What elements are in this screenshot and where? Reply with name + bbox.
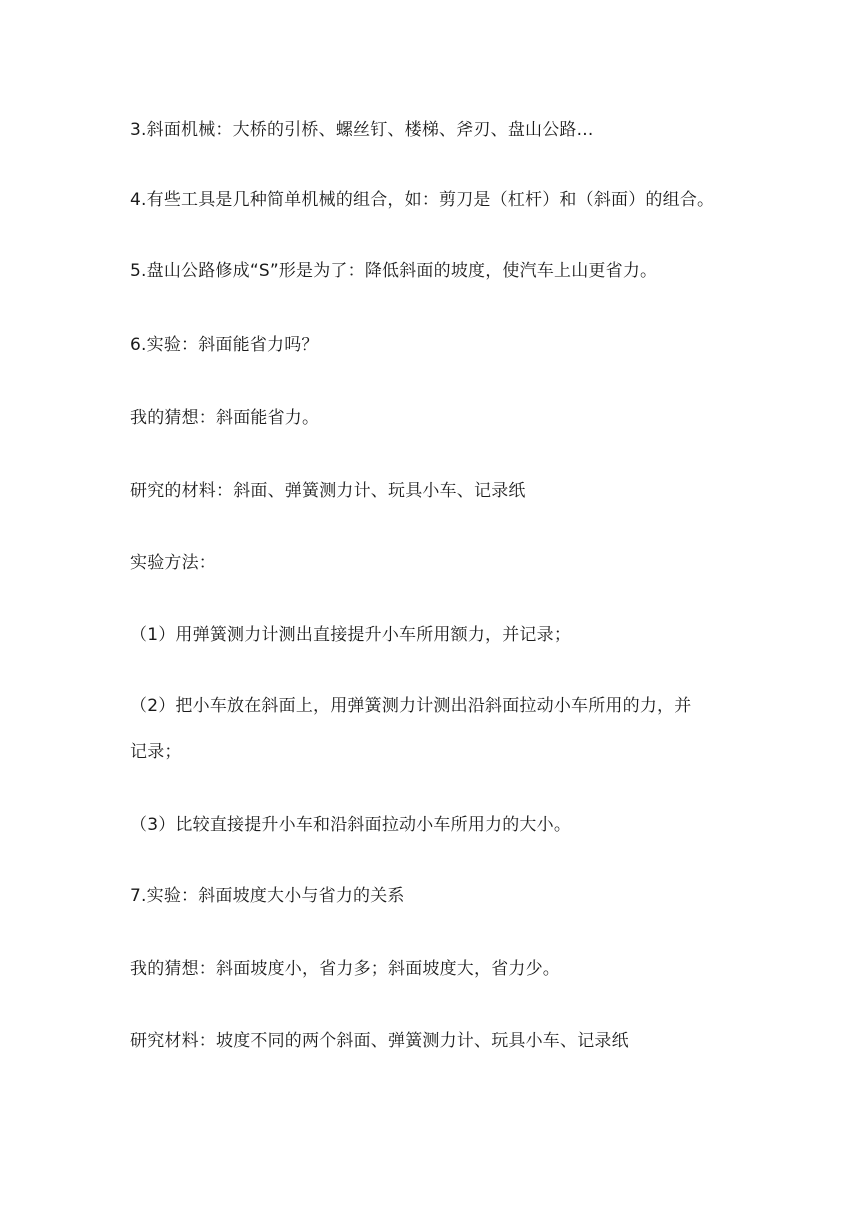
text-line-item-3: 3.斜面机械：大桥的引桥、螺丝钉、楼梯、斧刃、盘山公路... — [130, 120, 594, 140]
text-line-hypothesis-2: 我的猜想：斜面坡度小，省力多；斜面坡度大，省力少。 — [130, 959, 560, 979]
text-line-materials-1: 研究的材料：斜面、弹簧测力计、玩具小车、记录纸 — [130, 481, 526, 501]
text-line-step-1: （1）用弹簧测力计测出直接提升小车所用额力，并记录； — [130, 625, 572, 645]
text-line-hypothesis-1: 我的猜想：斜面能省力。 — [130, 408, 320, 428]
text-line-step-2-cont: 记录； — [130, 742, 182, 762]
text-line-item-5: 5.盘山公路修成“S”形是为了：降低斜面的坡度，使汽车上山更省力。 — [130, 261, 658, 281]
text-line-materials-2: 研究材料：坡度不同的两个斜面、弹簧测力计、玩具小车、记录纸 — [130, 1031, 629, 1051]
text-line-item-6: 6.实验：斜面能省力吗？ — [130, 335, 319, 355]
text-line-step-3: （3）比较直接提升小车和沿斜面拉动小车所用力的大小。 — [130, 815, 572, 835]
text-line-item-7: 7.实验：斜面坡度大小与省力的关系 — [130, 886, 405, 906]
text-line-step-2: （2）把小车放在斜面上，用弹簧测力计测出沿斜面拉动小车所用的力，并 — [130, 696, 692, 716]
text-line-method-heading: 实验方法： — [130, 553, 216, 573]
text-line-item-4: 4.有些工具是几种简单机械的组合，如：剪刀是（杠杆）和（斜面）的组合。 — [130, 190, 715, 210]
